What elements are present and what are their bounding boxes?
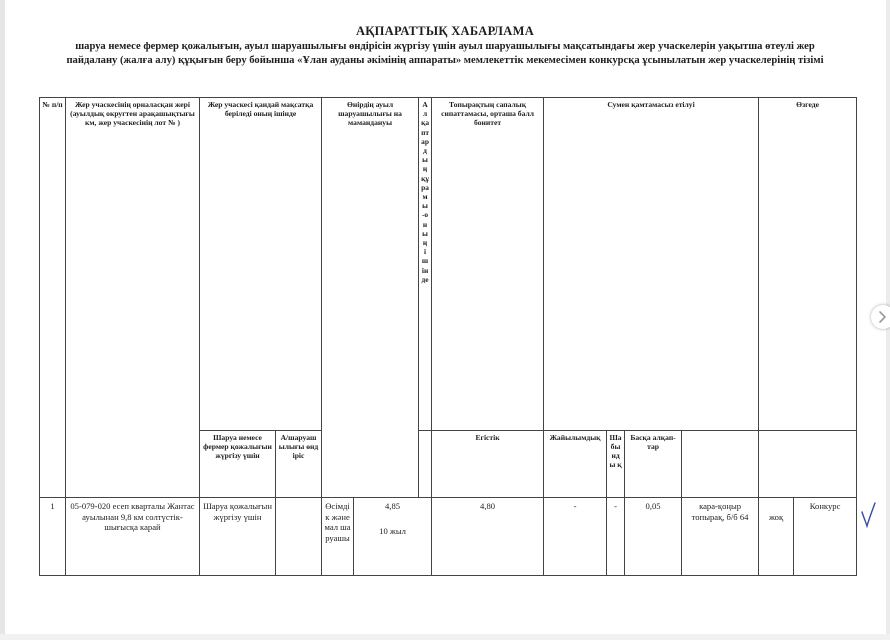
header-other: Өзгеде xyxy=(759,98,857,431)
subheader-hay: Шабынды қ xyxy=(607,431,625,498)
cell-purpose: Шаруа қожалығын жүргізу үшін xyxy=(200,498,276,576)
header-purpose: Жер учаскесі қандай мақсатқа берiледі оның ішінде xyxy=(200,98,322,431)
header-soil: Топырақтың сапалық сипаттамасы, орташа балл бонитет xyxy=(432,98,544,431)
cell-area-term xyxy=(354,498,432,576)
document-title: АҚПАРАТТЫҚ ХАБАРЛАМА xyxy=(355,24,535,38)
cell-total-area: 4,85 xyxy=(385,501,401,511)
subheader-farm: Шаруа немесе фермер қожалығын жүргізу үшін xyxy=(200,431,276,498)
header-num: № п/п xyxy=(40,98,66,498)
cell-water: жоқ xyxy=(759,498,794,576)
subheader-pasture: Жайылымдық xyxy=(544,431,607,498)
header-water: Сумен қамтамасыз етілуі xyxy=(544,98,759,431)
subheader-other-land: Басқа алқап-тар xyxy=(625,431,682,498)
handwritten-checkmark-icon xyxy=(858,500,878,530)
document-subtitle: шаруа немесе фермер қожалығын, ауыл шаруашылығы өндірісін жүргізу үшін ауыл шаруашылығы мақсатындағы жер учаскелерін уақытша өтеулі жер пайдалану (жалға алу) құқығын беру бойынша «Ұлан ауданы әкімінің аппараты» мемлекеттік мекемесімен конкурсқа ұсынылатын жер учаскелерінің тізімі xyxy=(66,41,824,66)
cell-specialization: Өсімдік және мал шаруашы xyxy=(322,498,354,576)
subheader-blank xyxy=(759,431,857,498)
cell-arable: 4,80 xyxy=(432,498,544,576)
cell-num: 1 xyxy=(40,498,66,576)
page-bottom-edge xyxy=(0,634,890,640)
cell-note: Конкурс xyxy=(794,498,857,576)
table-header-row xyxy=(40,98,857,431)
cell-other-land: 0,05 xyxy=(625,498,682,576)
subheader-agri: А/шаруашылығы өндіріс xyxy=(276,431,322,498)
cell-agri xyxy=(276,498,322,576)
subheader-arable: Егістік xyxy=(432,431,544,498)
header-location: Жер учаскесінің орналасқан жері (ауылдық округтен арақашықтығы км, жер учаскесінің лот № ) xyxy=(66,98,200,498)
land-plots-table xyxy=(39,97,857,576)
page-left-edge xyxy=(0,0,5,640)
cell-location: 05-079-020 есеп кварталы Жантас ауылынан 9,8 км солтүстік-шығысқа карай xyxy=(66,498,200,576)
subheader-blank xyxy=(682,431,759,498)
cell-hay: - xyxy=(607,498,625,576)
header-area-vertical: Алқаптардың құрамы-оның ішінде xyxy=(419,98,432,431)
cell-soil: кара-қоңыр топырақ, б/б 64 xyxy=(682,498,759,576)
next-page-button[interactable] xyxy=(871,305,890,329)
cell-term: 10 жыл xyxy=(379,525,406,536)
table-row xyxy=(40,498,857,576)
subheader-blank xyxy=(419,431,432,498)
header-specialization: Өнірдің ауыл шаруашылығы на мамандануы xyxy=(322,98,419,498)
cell-pasture: - xyxy=(544,498,607,576)
chevron-right-icon xyxy=(875,310,889,324)
